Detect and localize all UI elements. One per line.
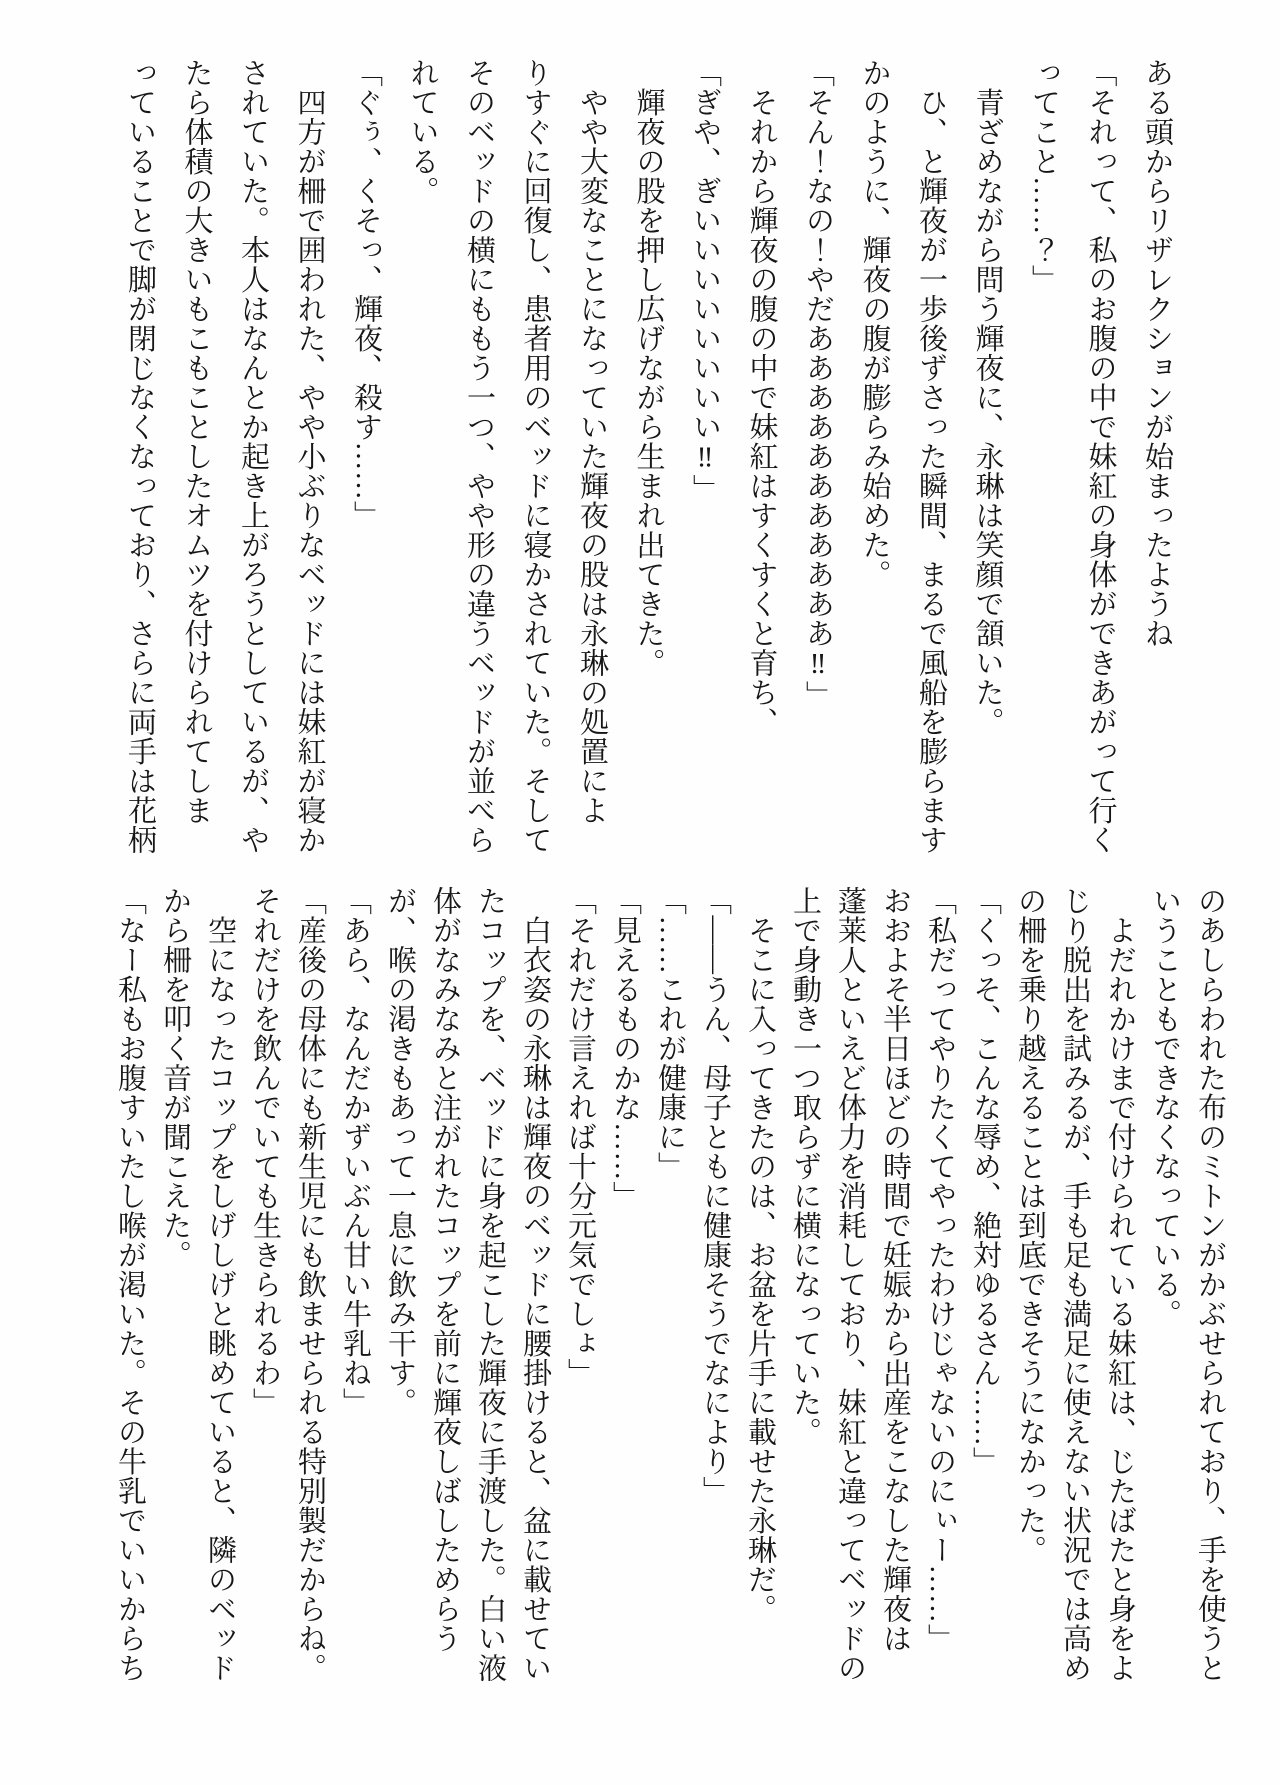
text-column: 体がなみなみと注がれたコップを前に輝夜しばしためらう: [429, 886, 461, 1653]
text-column: 四方が柵で囲われた、やや小ぶりなベッドには妹紅が寝か: [293, 58, 326, 855]
text-column: たら体積の大きいもこもことしたオムツを付けられてしま: [180, 58, 213, 825]
text-column: 「それだけ言えれば十分元気でしょ」: [564, 886, 596, 1388]
text-column: 青ざめながら問う輝夜に、永琳は笑顔で頷いた。: [971, 58, 1004, 737]
text-column: かのように、輝夜の腹が膨らみ始めた。: [858, 58, 891, 589]
text-column: されていた。本人はなんとか起き上がろうとしているが、や: [237, 58, 269, 855]
text-column: 「私だってやりたくてやったわけじゃないのにぃー……」: [924, 886, 956, 1653]
text-column: 空になったコップをしげしげと眺めていると、隣のベッド: [204, 886, 236, 1683]
text-column: おおよそ半日ほどの時間で妊娠から出産をこなした輝夜は: [879, 886, 911, 1653]
text-column: 「そん！なの！やだあああああああああああ‼」: [802, 58, 834, 710]
bottom-text-block: [107, 886, 1232, 1688]
text-column: 白衣姿の永琳は輝夜のベッドに腰掛けると、盆に載せてい: [519, 886, 551, 1683]
text-column: そこに入ってきたのは、お盆を片手に載せた永琳だ。: [744, 886, 776, 1624]
text-column: たコップを、ベッドに身を起こした輝夜に手渡した。白い液: [474, 886, 506, 1683]
text-column: の柵を乗り越えることは到底できそうになかった。: [1014, 886, 1046, 1565]
text-column: っていることで脚が閉じなくなっており、さらに両手は花柄: [124, 58, 156, 855]
text-column: りすぐに回復し、患者用のベッドに寝かされていた。そして: [519, 58, 552, 855]
top-text-block: [112, 58, 1186, 860]
text-column: 輝夜の股を押し広げながら生まれ出てきた。: [632, 58, 665, 678]
text-column: いうこともできなくなっている。: [1149, 886, 1181, 1329]
text-column: じり脱出を試みるが、手も足も満足に使えない状況では高め: [1059, 886, 1091, 1683]
text-column: ひ、と輝夜が一歩後ずさった瞬間、まるで風船を膨らます: [915, 58, 947, 855]
text-column: 「あら、なんだかずいぶん甘い牛乳ね」: [339, 886, 371, 1417]
text-column: ある頭からリザレクションが始まったようね: [1141, 58, 1173, 648]
text-column: それから輝夜の腹の中で妹紅はすくすくと育ち、: [745, 58, 778, 737]
text-column: 「なー私もお腹すいたし喉が渇いた。その牛乳でいいからち: [114, 886, 146, 1683]
text-column: 「ぎや、ぎいいいいいいいい‼」: [689, 58, 721, 504]
text-column: ってこと……？」: [1028, 58, 1060, 294]
text-column: 「産後の母体にも新生児にも飲ませられる特別製だからね。: [294, 886, 326, 1683]
text-column: 「ぐぅ、くそっ、輝夜、殺す……」: [350, 58, 382, 530]
text-column: やや大変なことになっていた輝夜の股は永琳の処置によ: [576, 58, 608, 825]
text-column: のあしらわれた布のミトンがかぶせられており、手を使うと: [1194, 886, 1226, 1683]
text-column: 「――うん、母子ともに健康そうでなにより」: [699, 886, 731, 1506]
text-column: 「見えるものかな……」: [609, 886, 641, 1211]
text-column: 「くっそ、こんな辱め、絶対ゆるさん……」: [969, 886, 1001, 1476]
text-column: そのベッドの横にももう一つ、やや形の違うベッドが並べら: [463, 58, 495, 855]
text-column: から柵を叩く音が聞こえた。: [159, 886, 191, 1270]
text-column: 「それって、私のお腹の中で妹紅の身体ができあがって行く: [1084, 58, 1117, 855]
text-column: それだけを飲んでいても生きられるわ」: [249, 886, 281, 1417]
text-column: 上で身動き一つ取らずに横になっていた。: [789, 886, 821, 1447]
text-column: れている。: [406, 58, 439, 206]
text-column: よだれかけまで付けられている妹紅は、じたばたと身をよ: [1104, 886, 1136, 1683]
text-column: 「……これが健康に」: [654, 886, 686, 1181]
text-column: が、喉の渇きもあって一息に飲み干す。: [384, 886, 416, 1417]
text-column: 蓬莱人といえど体力を消耗しており、妹紅と違ってベッドの: [834, 886, 866, 1683]
